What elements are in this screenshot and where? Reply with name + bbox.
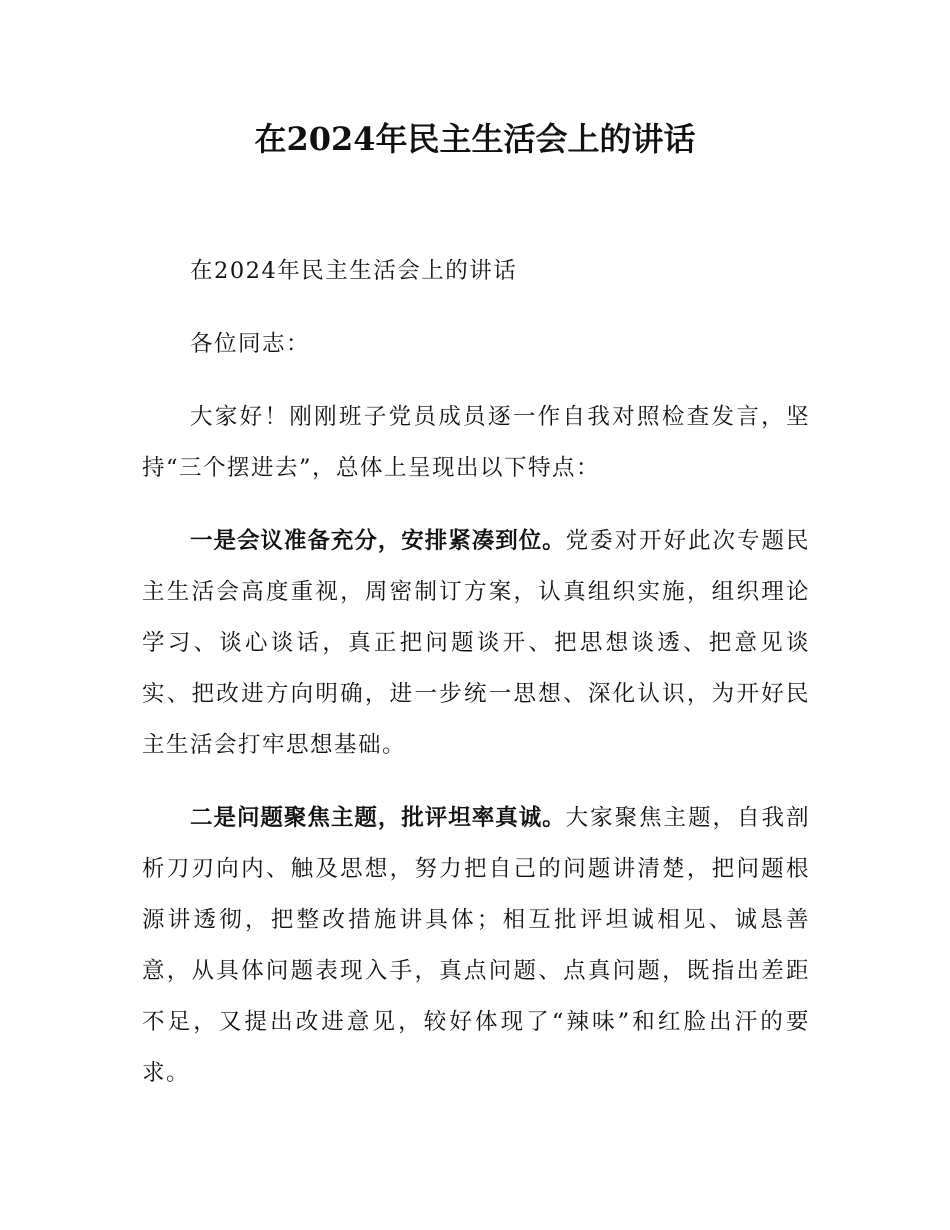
paragraph-salutation (142, 319, 810, 370)
paragraph-lead: 一是会议准备充分，安排紧凑到位。 (190, 528, 566, 554)
paragraph-heading-repeat (142, 246, 810, 297)
document-body (142, 246, 810, 1121)
paragraph-text: 大家聚焦主题，自我剖析刀刃向内、触及思想，努力把自己的问题讲清楚，把问题根源讲透彻，把整改措施讲具体；相互批评坦诚相见、诚恳善意，从具体问题表现入手，真点问题、点真问题，既指出差距不足，又提出改进意见，较好体现了“辣味”和红脸出汗的要求。 (142, 805, 810, 1086)
paragraph-text: 大家好！刚刚班子党员成员逐一作自我对照检查发言，坚持“三个摆进去”，总体上呈现出以下特点： (142, 404, 810, 481)
paragraph-text: 各位同志： (190, 331, 311, 357)
paragraph-opening (142, 392, 810, 494)
paragraph-text: 在2024年民主生活会上的讲话 (190, 258, 518, 284)
paragraph-point-two (142, 793, 810, 1099)
paragraph-text: 党委对开好此次专题民主生活会高度重视，周密制订方案，认真组织实施，组织理论学习、谈心谈话，真正把问题谈开、把思想谈透、把意见谈实、把改进方向明确，进一步统一思想、深化认识，为开好民主生活会打牢思想基础。 (142, 528, 810, 758)
paragraph-point-one (142, 516, 810, 771)
paragraph-lead: 二是问题聚焦主题，批评坦率真诚。 (190, 805, 566, 831)
document-title: 在2024年民主生活会上的讲话 (254, 120, 696, 158)
